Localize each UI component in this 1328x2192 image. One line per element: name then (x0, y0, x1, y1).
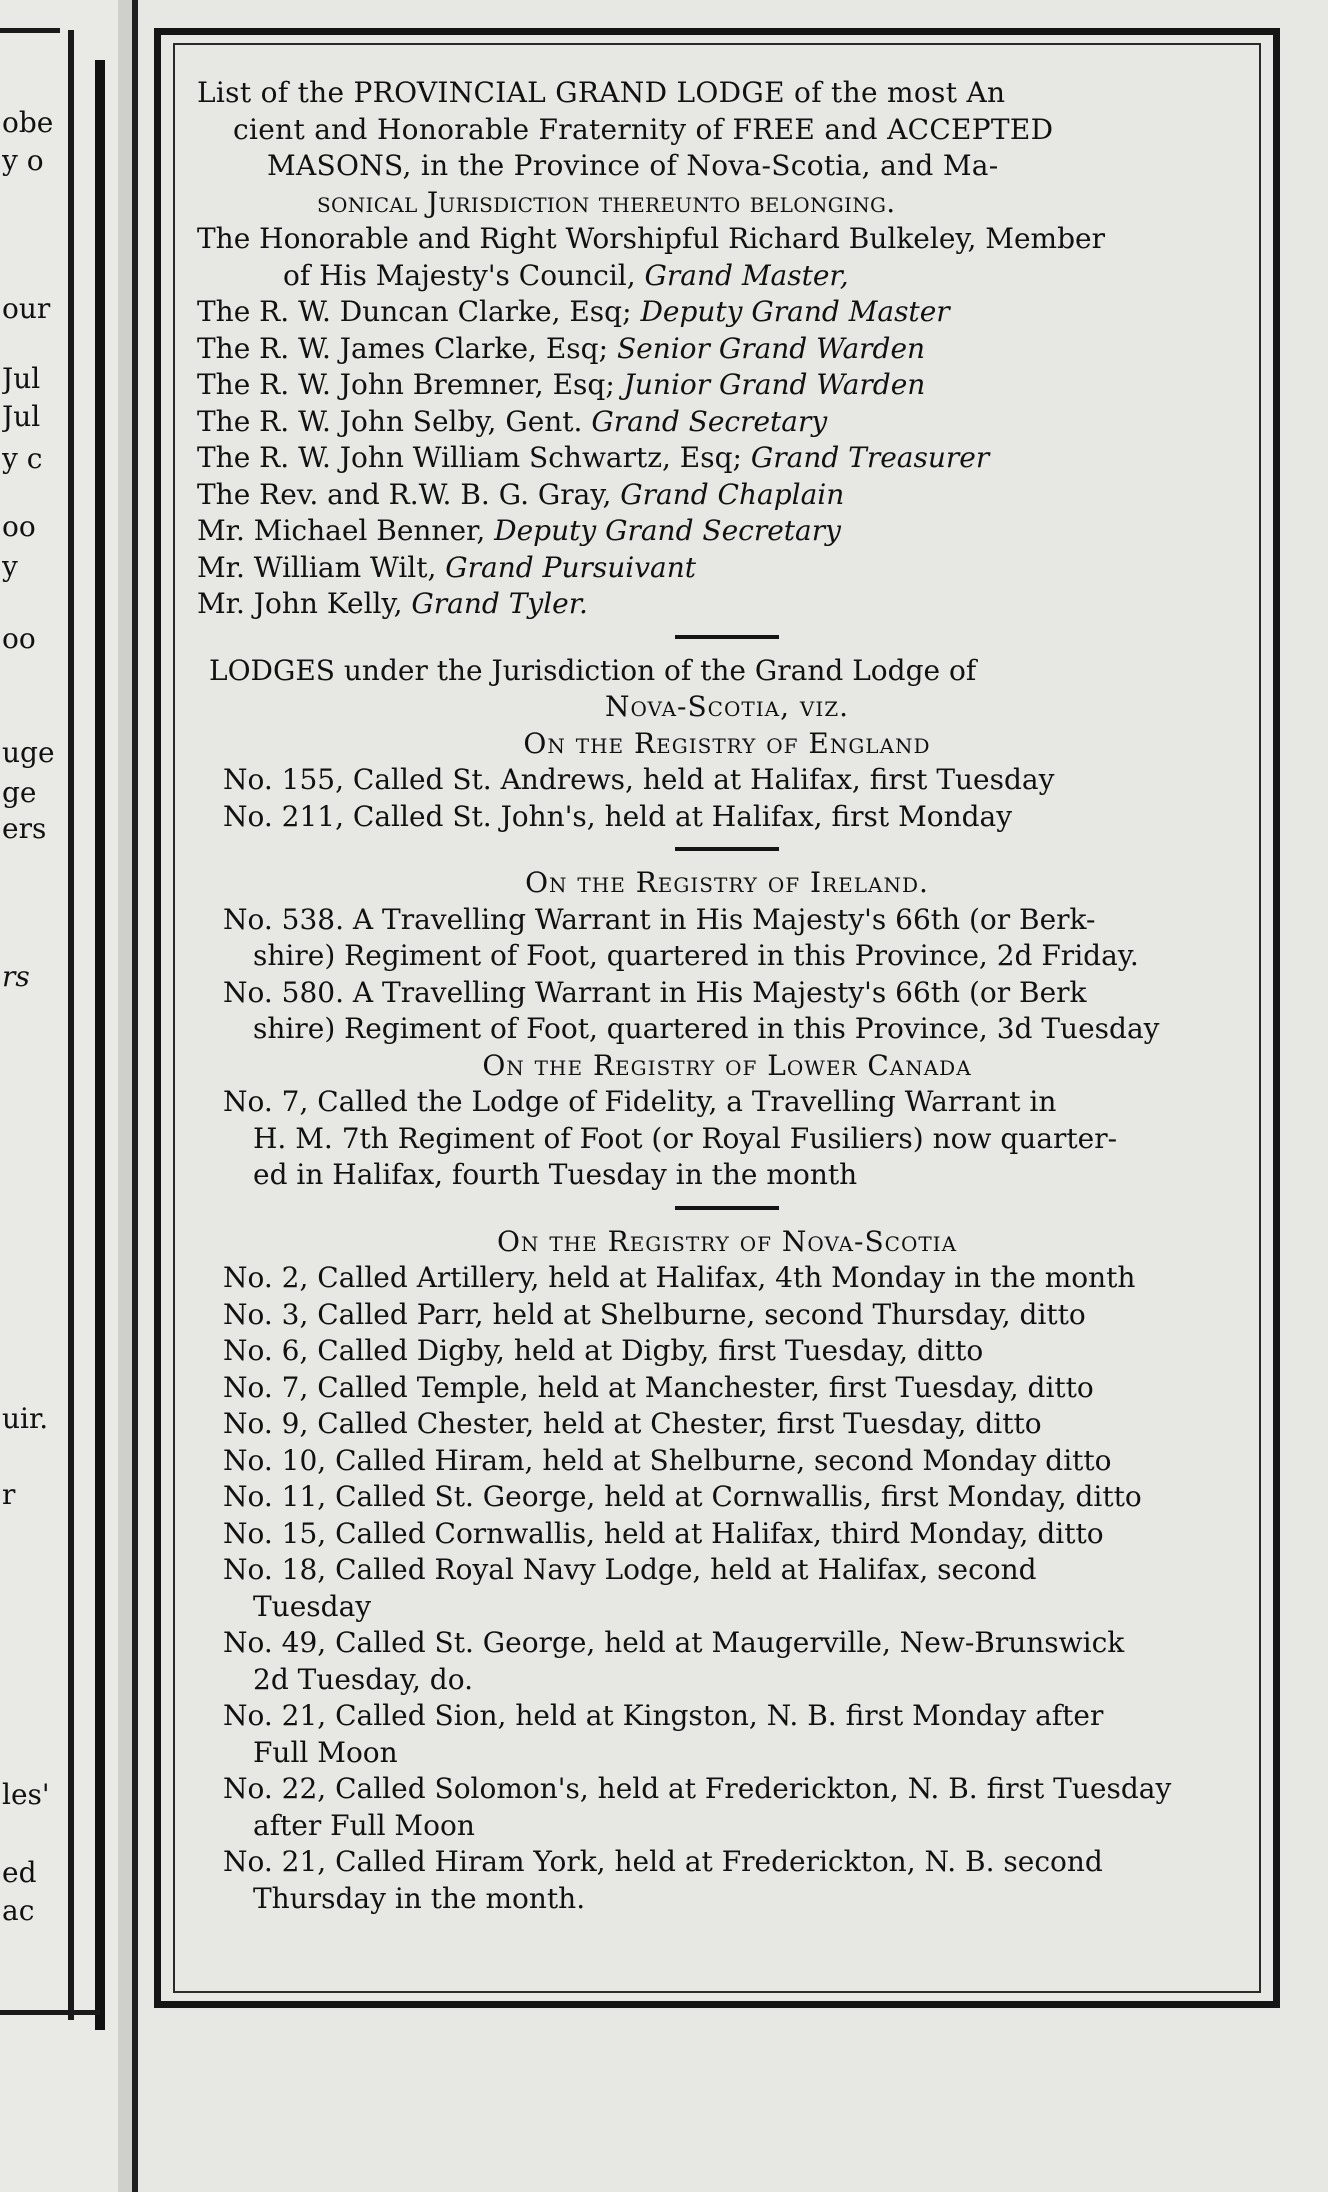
lodge-entry-continued: Thursday in the month. (253, 1881, 586, 1915)
lodge-entry: No. 6, Called Digby, held at Digby, first Tuesday, ditto (223, 1334, 984, 1367)
officer-title: Junior Grand Warden (623, 368, 926, 401)
adjacent-page-strip (0, 0, 128, 2192)
officer-line (197, 440, 1257, 477)
lodge-entry-continued: shire) Regiment of Foot, quartered in this Province, 3d Tuesday (253, 1012, 1160, 1045)
lodge-entry-continued: Full Moon (253, 1735, 398, 1769)
lodge-entry: No. 15, Called Cornwallis, held at Halifax, third Monday, ditto (223, 1516, 1104, 1550)
divider (0, 2010, 100, 2015)
text-fragment: obe (2, 108, 54, 138)
officer-name: The Rev. and R.W. B. G. Gray, (197, 477, 612, 511)
officer-name: Mr. William Wilt, (197, 550, 437, 584)
notice-title (197, 75, 1257, 221)
officer-title: Grand Master, (644, 258, 849, 292)
lodge-entry-continued: shire) Regiment of Foot, quartered in this Province, 2d Friday. (253, 939, 1139, 972)
title-line: MASONS, in the Province of Nova-Scotia, and Ma- (267, 149, 999, 182)
lodge-entry: No. 155, Called St. Andrews, held at Halifax, first Tuesday (223, 763, 1055, 796)
officers-list (197, 221, 1257, 623)
officer-title: Grand Pursuivant (445, 550, 697, 584)
registry-heading: On the Registry of Nova-Scotia (496, 1224, 958, 1258)
registry-nova-scotia (197, 1224, 1257, 1918)
registry-ireland (197, 865, 1257, 1048)
officer-line (197, 294, 1257, 331)
officer-name: Mr. Michael Benner, (197, 514, 486, 547)
title-line: sonical Jurisdiction thereunto belonging. (317, 185, 896, 219)
officer-line (197, 404, 1257, 441)
lodge-entry-continued: 2d Tuesday, do. (253, 1662, 473, 1696)
officer-name: The R. W. John Bremner, Esq; (197, 368, 615, 401)
text-fragment: ed (2, 1858, 37, 1888)
lodge-entry: No. 538. A Travelling Warrant in His Majesty's 66th (or Berk- (223, 902, 1096, 936)
lodge-entry: No. 3, Called Parr, held at Shelburne, second Thursday, ditto (223, 1297, 1086, 1331)
officer-line (197, 477, 1257, 514)
lodge-entry: No. 21, Called Sion, held at Kingston, N. B. first Monday after (223, 1699, 1104, 1732)
title-line: cient and Honorable Fraternity of FREE and ACCEPTED (233, 112, 1054, 146)
officer-name: The R. W. John William Schwartz, Esq; (197, 441, 742, 474)
lodges-heading (197, 653, 1257, 726)
officer-title: Deputy Grand Master (640, 295, 950, 328)
officer-line (197, 367, 1257, 404)
text-fragment: ge (2, 778, 37, 808)
officer-name: The R. W. Duncan Clarke, Esq; (197, 295, 632, 328)
officer-name: The R. W. James Clarke, Esq; (197, 331, 609, 365)
lodge-entry: No. 7, Called Temple, held at Manchester, first Tuesday, ditto (223, 1370, 1094, 1404)
registry-heading: On the Registry of Lower Canada (482, 1048, 972, 1082)
text-fragment: our (2, 294, 51, 324)
lodge-entry: No. 11, Called St. George, held at Cornwallis, first Monday, ditto (223, 1480, 1142, 1513)
text-fragment: ac (2, 1896, 35, 1926)
lodge-entry-continued: H. M. 7th Regiment of Foot (or Royal Fusiliers) now quarter- (253, 1121, 1118, 1155)
registry-heading: On the Registry of Ireland. (525, 866, 929, 899)
officer-title: Grand Secretary (591, 404, 828, 438)
officer-title: Grand Chaplain (620, 477, 845, 511)
text-fragment: y c (2, 444, 43, 474)
lodge-entry-continued: after Full Moon (253, 1808, 475, 1842)
lodge-entry: No. 22, Called Solomon's, held at Frederickton, N. B. first Tuesday (223, 1772, 1172, 1805)
officer-title: Senior Grand Warden (616, 331, 926, 365)
text-fragment: uge (2, 738, 55, 768)
officer-name: of His Majesty's Council, (283, 258, 636, 292)
lodge-entry: No. 18, Called Royal Navy Lodge, held at Halifax, second (223, 1553, 1037, 1586)
text-fragment: uir. (2, 1404, 49, 1434)
lodges-heading-line: LODGES under the Jurisdiction of the Grand Lodge of (209, 653, 977, 687)
text-fragment: Jul (2, 402, 41, 432)
officer-line (197, 513, 1257, 550)
lodge-entry: No. 10, Called Hiram, held at Shelburne, second Monday ditto (223, 1443, 1112, 1477)
lodges-heading-line: Nova-Scotia, viz. (604, 690, 850, 723)
notice-frame (154, 28, 1280, 2008)
officer-line (197, 221, 1257, 258)
text-fragment: ers (2, 814, 47, 844)
text-fragment: r (2, 1480, 16, 1510)
text-fragment: les' (2, 1780, 50, 1810)
lodge-entry-continued: Tuesday (253, 1589, 372, 1623)
officer-line (197, 331, 1257, 368)
lodge-entry: No. 21, Called Hiram York, held at Frederickton, N. B. second (223, 1845, 1103, 1878)
text-fragment: y (2, 552, 18, 582)
lodge-entry: No. 9, Called Chester, held at Chester, first Tuesday, ditto (223, 1407, 1042, 1440)
lodge-entry-continued: ed in Halifax, fourth Tuesday in the month (253, 1158, 858, 1191)
lodge-entry: No. 211, Called St. John's, held at Halifax, first Monday (223, 799, 1013, 833)
lodge-entry: No. 580. A Travelling Warrant in His Majesty's 66th (or Berk (223, 975, 1087, 1009)
officer-title: Grand Treasurer (750, 441, 990, 474)
registry-lower-canada (197, 1048, 1257, 1194)
officer-name: The Honorable and Right Worshipful Richard Bulkeley, Member (197, 222, 1105, 255)
title-line: List of the PROVINCIAL GRAND LODGE of the most An (197, 76, 1006, 109)
lodge-entry: No. 7, Called the Lodge of Fidelity, a Travelling Warrant in (223, 1085, 1057, 1118)
officer-name: Mr. John Kelly, (197, 587, 403, 620)
officer-name: The R. W. John Selby, Gent. (197, 404, 583, 438)
registry-heading: On the Registry of England (523, 726, 931, 760)
section-divider (675, 847, 779, 851)
section-divider (675, 1206, 779, 1210)
officer-line (197, 550, 1257, 587)
text-fragment: oo (2, 512, 36, 542)
column-rule (68, 30, 74, 2020)
text-fragment: oo (2, 624, 36, 654)
text-fragment: y o (2, 146, 44, 176)
officer-line (197, 586, 1257, 623)
notice-text (197, 75, 1257, 1917)
officer-title: Deputy Grand Secretary (494, 514, 841, 547)
divider (0, 28, 60, 33)
officer-title: Grand Tyler. (411, 587, 588, 620)
lodge-entry: No. 2, Called Artillery, held at Halifax, 4th Monday in the month (223, 1261, 1136, 1294)
officer-line (197, 258, 1257, 295)
lodge-entry: No. 49, Called St. George, held at Maugerville, New-Brunswick (223, 1626, 1125, 1659)
section-divider (675, 635, 779, 639)
page-border-rule (95, 60, 105, 2030)
text-fragment: rs (2, 962, 30, 992)
registry-england (197, 726, 1257, 836)
text-fragment: Jul (2, 364, 41, 394)
gutter-shadow (132, 0, 138, 2192)
